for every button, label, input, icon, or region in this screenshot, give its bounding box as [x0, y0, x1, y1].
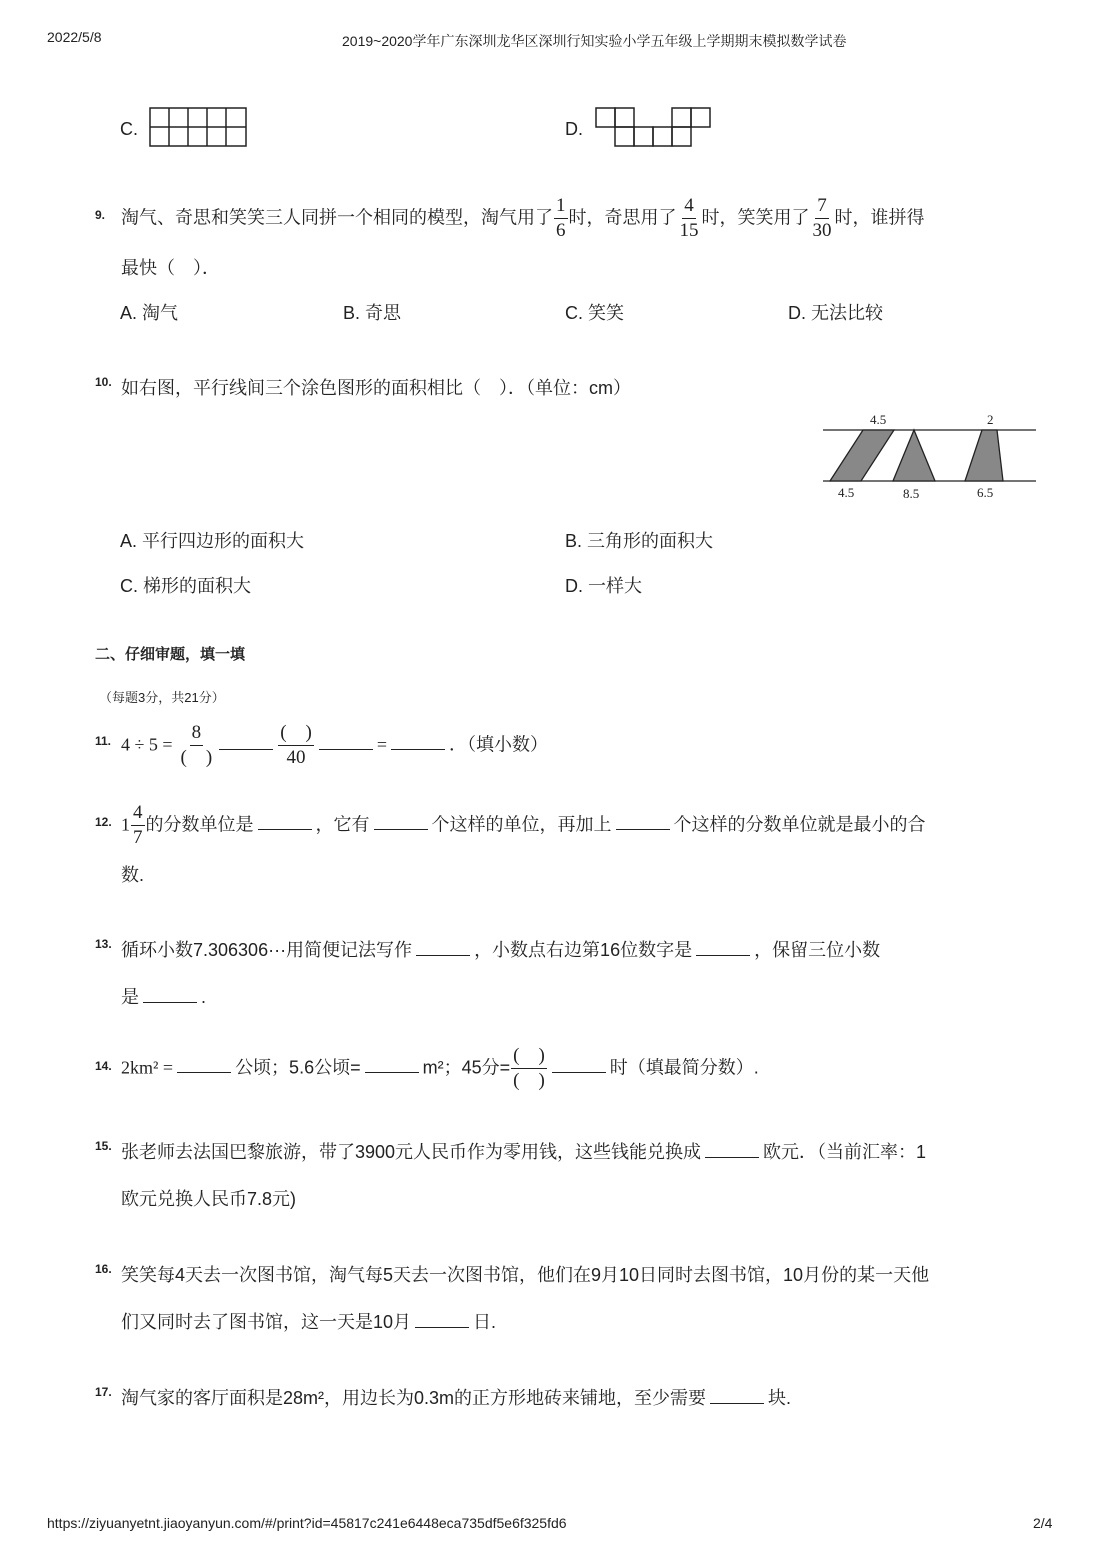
q13-text-4: 是	[121, 987, 139, 1007]
q17-text-1: 淘气家的客厅面积是28m²，用边长为0.3m的正方形地砖来铺地，至少需要	[121, 1388, 707, 1408]
q10-label-top-1: 4.5	[870, 412, 887, 427]
q13-text-5: .	[201, 987, 207, 1007]
q15-blank-1[interactable]	[705, 1141, 759, 1158]
q12-fraction	[131, 803, 145, 848]
q11-f2-denominator: 40	[286, 747, 306, 768]
q14-denominator: ( )	[513, 1070, 545, 1091]
q14-text-1: 2km² =	[121, 1057, 174, 1078]
q11-f2-numerator: ( )	[278, 723, 314, 746]
q13-text-2: ，小数点右边第16位数字是	[474, 940, 693, 960]
q11-stem	[121, 723, 548, 768]
q10-triangle	[893, 430, 935, 481]
q11-f1-numerator: 8	[190, 723, 204, 746]
q11-tail: ．（填小数）	[449, 734, 549, 755]
q8-option-d[interactable]	[565, 116, 583, 142]
q10-option-d[interactable]: D. 一样大	[565, 576, 643, 596]
q8-option-d-label: D.	[565, 119, 583, 139]
q9-stem-line2: 最快（ ）．	[121, 258, 220, 278]
q9-text-1: 淘气、奇思和笑笑三人同拼一个相同的模型，淘气用了	[121, 207, 553, 228]
q10-number: 10.	[95, 375, 112, 389]
q13-number: 13.	[95, 937, 112, 951]
q9-fraction-3	[811, 196, 834, 241]
q12-text-2: ，它有	[315, 814, 370, 835]
q11-number: 11.	[95, 734, 112, 748]
q16-blank-1[interactable]	[415, 1311, 469, 1328]
q12-stem	[121, 803, 926, 848]
q13-stem	[121, 937, 880, 963]
q16-text-1: 们又同时去了图书馆，这一天是10月	[121, 1312, 412, 1332]
q8-option-c[interactable]	[120, 116, 138, 142]
q11-fraction-2	[278, 723, 314, 768]
q14-fraction	[511, 1046, 547, 1091]
q8-option-c-label: C.	[120, 119, 138, 139]
q11-f1-denominator: ( )	[180, 747, 213, 768]
q11-fraction-1	[179, 723, 215, 768]
q14-blank-2[interactable]	[365, 1056, 419, 1073]
q9-f3-denominator: 30	[812, 220, 832, 241]
q10-label-bottom-3: 6.5	[977, 485, 994, 500]
q8-option-c-figure	[148, 106, 248, 148]
q9-fraction-1	[554, 196, 568, 241]
q14-blank-1[interactable]	[177, 1056, 231, 1073]
q16-stem-line2	[121, 1309, 496, 1335]
q10-option-b[interactable]: B. 三角形的面积大	[565, 531, 714, 551]
q13-blank-1[interactable]	[416, 939, 470, 956]
q11-blank-2[interactable]	[319, 733, 373, 750]
q12-number: 12.	[95, 815, 112, 829]
q12-blank-3[interactable]	[616, 813, 670, 830]
q10-label-bottom-2: 8.5	[903, 486, 920, 501]
q14-text-3: m²；45分=	[422, 1057, 511, 1078]
q12-text-4: 个这样的分数单位就是最小的合	[673, 814, 926, 835]
q16-number: 16.	[95, 1262, 112, 1276]
q15-number: 15.	[95, 1139, 112, 1153]
q9-text-3: 时，笑笑用了	[701, 207, 810, 228]
q10-parallelogram	[830, 430, 894, 481]
q12-text-1: 的分数单位是	[145, 814, 254, 835]
q13-blank-2[interactable]	[696, 939, 750, 956]
q9-option-c[interactable]: C. 笑笑	[565, 303, 625, 323]
q10-trapezoid	[965, 430, 1003, 481]
q12-blank-2[interactable]	[374, 813, 428, 830]
q9-text-4: 时，谁拼得	[834, 207, 925, 228]
q14-text-4: 时（填最简分数）.	[609, 1057, 759, 1078]
q9-f2-numerator: 4	[682, 196, 696, 219]
q16-stem-line1: 笑笑每4天去一次图书馆，淘气每5天去一次图书馆，他们在9月10日同时去图书馆，10月份的某一天他	[121, 1265, 930, 1285]
q9-f1-denominator: 6	[556, 220, 566, 241]
footer-url[interactable]: https://ziyuanyetnt.jiaoyanyun.com/#/print?id=45817c241e6448eca735df5e6f325fd6	[47, 1515, 567, 1531]
q17-stem	[121, 1385, 791, 1411]
q9-fraction-2	[678, 196, 701, 241]
q15-text-1: 张老师去法国巴黎旅游，带了3900元人民币作为零用钱，这些钱能兑换成	[121, 1142, 702, 1162]
q10-stem: 如右图，平行线间三个涂色图形的面积相比（ ）．（单位：cm）	[121, 378, 631, 398]
q10-label-bottom-1: 4.5	[838, 485, 855, 500]
q16-text-2: 日.	[473, 1312, 497, 1332]
q9-option-a[interactable]: A. 淘气	[120, 303, 179, 323]
q9-text-2: 时，奇思用了	[568, 207, 677, 228]
q13-text-1: 循环小数7.306306···用简便记法写作	[121, 940, 413, 960]
header-date: 2022/5/8	[47, 29, 102, 45]
q13-text-3: ，保留三位小数	[754, 940, 881, 960]
q15-text-2: 欧元．（当前汇率：1	[763, 1142, 927, 1162]
q14-text-2: 公顷；5.6公顷=	[235, 1057, 361, 1078]
q10-option-c[interactable]: C. 梯形的面积大	[120, 576, 252, 596]
q12-text-3: 个这样的单位，再加上	[431, 814, 612, 835]
q9-option-b[interactable]: B. 奇思	[343, 303, 402, 323]
q17-text-2: 块.	[768, 1388, 792, 1408]
q11-blank-1[interactable]	[219, 733, 273, 750]
q14-number: 14.	[95, 1059, 112, 1073]
q15-stem	[121, 1139, 926, 1165]
q13-stem-line2	[121, 984, 206, 1010]
q12-numerator: 4	[131, 803, 145, 826]
q10-figure	[818, 406, 1038, 506]
section-score-note: （每题3分，共21分）	[99, 690, 225, 705]
q14-numerator: ( )	[511, 1046, 547, 1069]
q17-number: 17.	[95, 1385, 112, 1399]
q8-option-d-figure	[594, 106, 718, 150]
q14-stem	[121, 1046, 759, 1091]
q9-f2-denominator: 15	[679, 220, 699, 241]
q9-f3-numerator: 7	[815, 196, 829, 219]
q9-stem	[121, 196, 925, 241]
q17-blank-1[interactable]	[710, 1387, 764, 1404]
q11-expression: 4 ÷ 5 =	[121, 734, 173, 755]
footer-page-number: 2/4	[1033, 1515, 1053, 1531]
q15-stem-line2: 欧元兑换人民币7.8元)	[121, 1189, 297, 1209]
q13-blank-3[interactable]	[143, 986, 197, 1003]
q12-denominator: 7	[133, 827, 143, 848]
section-title: 二、仔细审题，填一填	[95, 646, 246, 663]
q9-f1-numerator: 1	[554, 196, 568, 219]
q12-mixed-whole: 1	[121, 814, 130, 835]
q11-blank-3[interactable]	[391, 733, 445, 750]
q12-blank-1[interactable]	[258, 813, 312, 830]
header-title: 2019~2020学年广东深圳龙华区深圳行知实验小学五年级上学期期末模拟数学试卷	[342, 33, 847, 49]
q14-blank-3[interactable]	[552, 1056, 606, 1073]
q12-stem-line2: 数.	[121, 865, 145, 885]
q9-number: 9.	[95, 208, 106, 222]
q10-label-top-2: 2	[987, 412, 994, 427]
q10-option-a[interactable]: A. 平行四边形的面积大	[120, 531, 305, 551]
q11-equals: =	[376, 734, 388, 755]
q9-option-d[interactable]: D. 无法比较	[788, 303, 884, 323]
